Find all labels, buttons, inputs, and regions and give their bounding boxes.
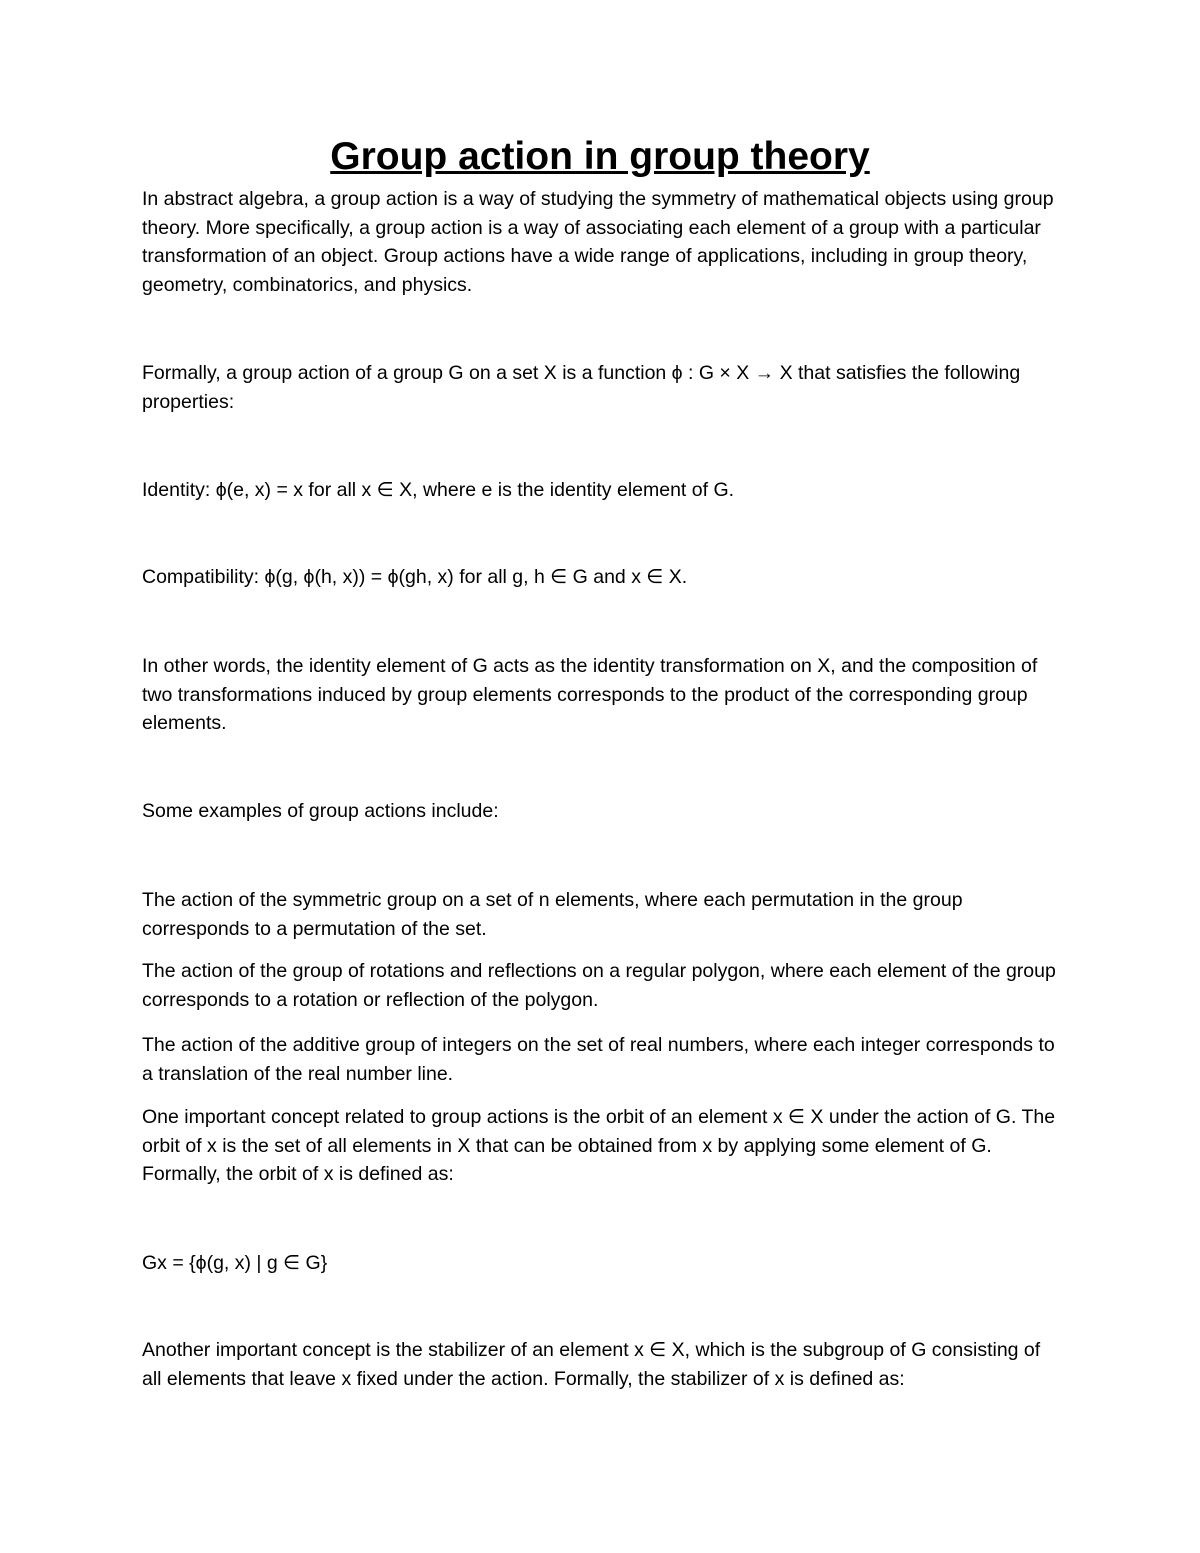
- paragraph-example-integers: The action of the additive group of integers on the set of real numbers, where each integer corresponds to a translation of the real number line.: [142, 1034, 1055, 1085]
- paragraph-examples-intro: Some examples of group actions include:: [142, 800, 499, 822]
- paragraph-intro: In abstract algebra, a group action is a way of studying the symmetry of mathematical objects using group theory. More specifically, a group action is a way of associating each element of a group with a particular transformation of an object. Group actions have a wide range of applications, including in group theory, geometry, combinatorics, and physics.: [142, 188, 1054, 296]
- paragraph-identity-property: Identity: ϕ(e, x) = x for all x ∈ X, where e is the identity element of G.: [142, 479, 735, 501]
- document-title: Group action in group theory: [330, 135, 870, 178]
- paragraph-formal-definition: Formally, a group action of a group G on a set X is a function ϕ : G × X → X that satisfies the following properties:: [142, 362, 1021, 413]
- paragraph-example-symmetric-group: The action of the symmetric group on a set of n elements, where each permutation in the group corresponds to a permutation of the set.: [142, 889, 963, 940]
- paragraph-orbit: One important concept related to group actions is the orbit of an element x ∈ X under the action of G. The orbit of x is the set of all elements in X that can be obtained from x by applying some element of G. Formally, the orbit of x is defined as:: [142, 1106, 1056, 1185]
- paragraph-other-words: In other words, the identity element of G acts as the identity transformation on X, and the composition of two transformations induced by group elements corresponds to the product of the corresponding group elements.: [142, 655, 1038, 734]
- paragraph-stabilizer: Another important concept is the stabilizer of an element x ∈ X, which is the subgroup of G consisting of all elements that leave x fixed under the action. Formally, the stabilizer of x is defined as:: [142, 1339, 1041, 1390]
- orbit-formula: Gx = {ϕ(g, x) | g ∈ G}: [142, 1252, 328, 1274]
- paragraph-compatibility-property: Compatibility: ϕ(g, ϕ(h, x)) = ϕ(gh, x) for all g, h ∈ G and x ∈ X.: [142, 566, 688, 588]
- paragraph-example-polygon: The action of the group of rotations and reflections on a regular polygon, where each element of the group corresponds to a rotation or reflection of the polygon.: [142, 960, 1056, 1011]
